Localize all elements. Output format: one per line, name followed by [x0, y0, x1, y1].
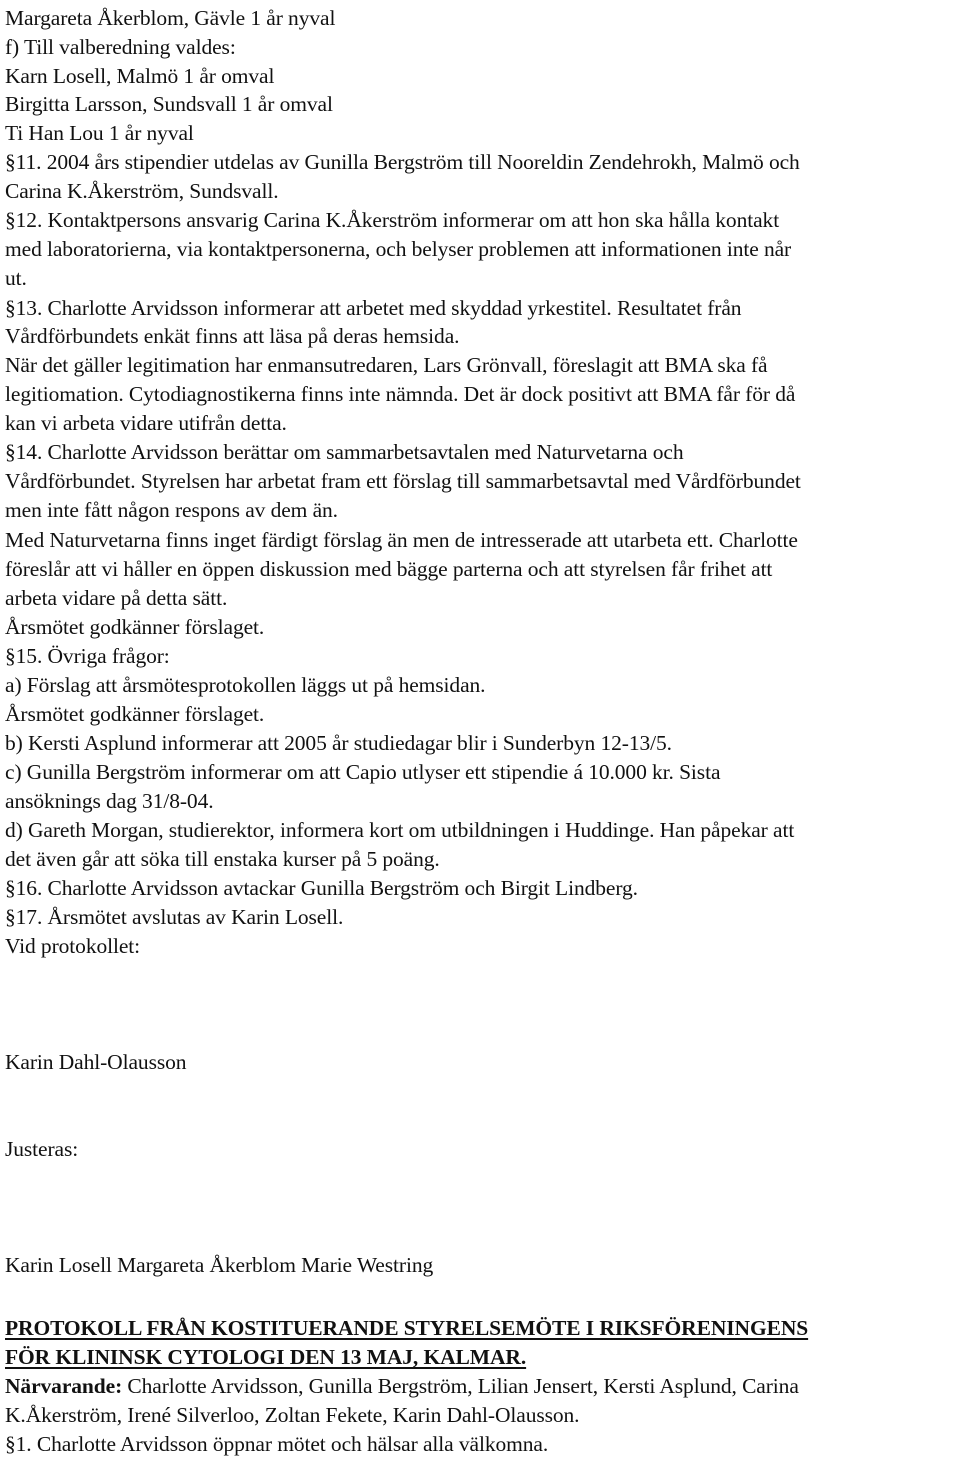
text-line: §11. 2004 års stipendier utdelas av Gunilla Bergström till Nooreldin Zendehrokh, Malmö och — [5, 150, 800, 174]
text-line: arbeta vidare på detta sätt. — [5, 586, 228, 610]
text-line: Vid protokollet: — [5, 934, 141, 958]
text-line: §1. Charlotte Arvidsson öppnar mötet och hälsar alla välkomna. — [5, 1432, 549, 1456]
text-line: men inte fått någon respons av dem än. — [5, 498, 338, 522]
text-line: §16. Charlotte Arvidsson avtackar Gunilla Bergström och Birgit Lindberg. — [5, 876, 638, 900]
text-line: Justeras: — [5, 1137, 79, 1161]
text-line: Birgitta Larsson, Sundsvall 1 år omval — [5, 92, 333, 116]
text-line: med laboratorierna, via kontaktpersonerna, och belyser problemen att informationen inte når — [5, 237, 792, 261]
text-line: Med Naturvetarna finns inget färdigt förslag än men de intresserade att utarbeta ett. Charlotte — [5, 528, 798, 552]
text-line: Carina K.Åkerström, Sundsvall. — [5, 179, 279, 203]
text-line: Vårdförbundets enkät finns att läsa på deras hemsida. — [5, 324, 460, 348]
signature-names: Karin Losell Margareta Åkerblom Marie Westring — [5, 1253, 434, 1277]
text-line: §15. Övriga frågor: — [5, 644, 170, 668]
text-line: När det gäller legitimation har enmansutredaren, Lars Grönvall, föreslagit att BMA ska få — [5, 353, 768, 377]
text-line: b) Kersti Asplund informerar att 2005 år studiedagar blir i Sunderbyn 12-13/5. — [5, 731, 672, 755]
text-line: Vårdförbundet. Styrelsen har arbetat fram ett förslag till sammarbetsavtal med Vårdförbundet — [5, 469, 801, 493]
text-line: §14. Charlotte Arvidsson berättar om sammarbetsavtalen med Naturvetarna och — [5, 440, 684, 464]
text-line: ut. — [5, 266, 27, 290]
attendees-line: K.Åkerström, Irené Silverloo, Zoltan Fekete, Karin Dahl-Olausson. — [5, 1403, 580, 1427]
text-line: d) Gareth Morgan, studierektor, informera kort om utbildningen i Huddinge. Han påpekar att — [5, 818, 795, 842]
text-line: föreslår att vi håller en öppen diskussion med bägge parterna och att styrelsen får frihet att — [5, 557, 773, 581]
text-line: §17. Årsmötet avslutas av Karin Losell. — [5, 905, 344, 929]
signature-name: Karin Dahl-Olausson — [5, 1050, 187, 1074]
text-line: Årsmötet godkänner förslaget. — [5, 702, 265, 726]
text-line: Årsmötet godkänner förslaget. — [5, 615, 265, 639]
text-line: ansöknings dag 31/8-04. — [5, 789, 214, 813]
text-line: Ti Han Lou 1 år nyval — [5, 121, 194, 145]
attendees-text: Charlotte Arvidsson, Gunilla Bergström, Lilian Jensert, Kersti Asplund, Carina — [122, 1374, 799, 1398]
attendees-label: Närvarande: — [5, 1374, 123, 1398]
text-line: c) Gunilla Bergström informerar om att Capio utlyser ett stipendie á 10.000 kr. Sista — [5, 760, 721, 784]
text-line: §12. Kontaktpersons ansvarig Carina K.Åkerström informerar om att hon ska hålla kontakt — [5, 208, 780, 232]
text-line: kan vi arbeta vidare utifrån detta. — [5, 411, 287, 435]
text-line: §13. Charlotte Arvidsson informerar att arbetet med skyddad yrkestitel. Resultatet från — [5, 296, 742, 320]
section-heading: PROTOKOLL FRÅN KOSTITUERANDE STYRELSEMÖTE I RIKSFÖRENINGENS — [5, 1316, 809, 1340]
text-line: legitiomation. Cytodiagnostikerna finns inte nämnda. Det är dock positivt att BMA får för då — [5, 382, 796, 406]
text-line: Karn Losell, Malmö 1 år omval — [5, 64, 275, 88]
attendees-line — [5, 1372, 799, 1401]
text-line: Margareta Åkerblom, Gävle 1 år nyval — [5, 6, 336, 30]
text-line: a) Förslag att årsmötesprotokollen läggs ut på hemsidan. — [5, 673, 486, 697]
text-line: det även går att söka till enstaka kurser på 5 poäng. — [5, 847, 440, 871]
section-heading: FÖR KLININSK CYTOLOGI DEN 13 MAJ, KALMAR. — [5, 1345, 527, 1369]
text-line: f) Till valberedning valdes: — [5, 35, 236, 59]
